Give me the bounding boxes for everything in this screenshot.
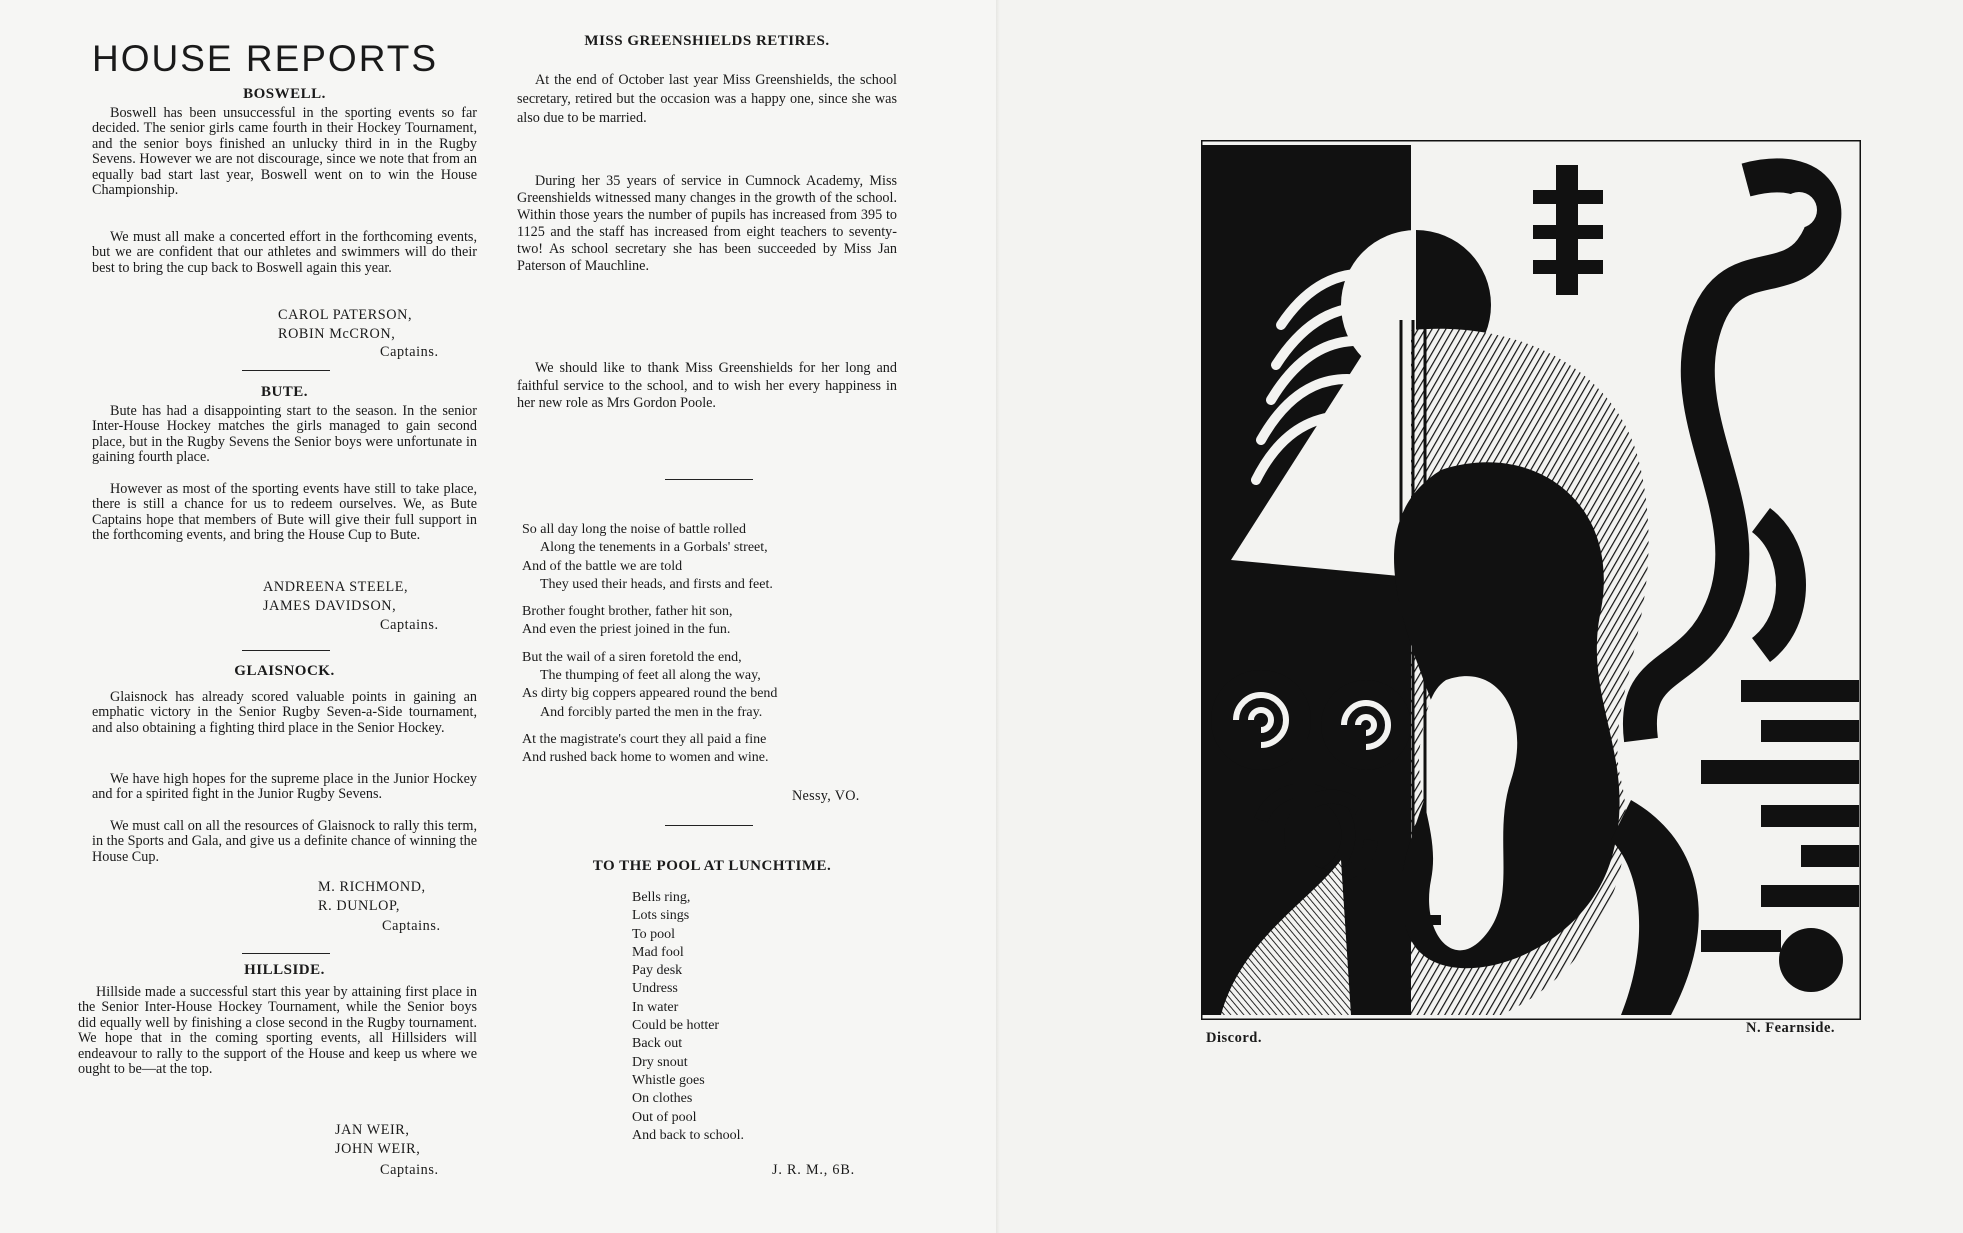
hillside-captains-label: Captains. xyxy=(380,1162,439,1178)
poem-line: And of the battle we are told xyxy=(522,558,683,574)
poem-line: At the magistrate's court they all paid a fine xyxy=(522,731,767,747)
poem-line: Along the tenements in a Gorbals' street, xyxy=(540,540,768,556)
greenshields-paragraph-2: During her 35 years of service in Cumnock Academy, Miss Greenshields witnessed many changes in the growth of the school. Within those years the number of pupils has increased from 395 to 1125 and the staff has increased from eight teachers to seventy-two! As school secretary she has been succeeded by Miss Jan Paterson of Mauchline. xyxy=(517,173,897,274)
poem-line: Undress xyxy=(632,981,678,997)
pool-poem-heading: TO THE POOL AT LUNCHTIME. xyxy=(592,858,832,874)
poem-line: So all day long the noise of battle rolled xyxy=(522,522,746,537)
divider xyxy=(242,650,330,651)
divider xyxy=(242,370,330,371)
pool-poem-author: J. R. M., 6B. xyxy=(772,1162,855,1178)
divider xyxy=(665,825,753,826)
glaisnock-captain-2: R. DUNLOP, xyxy=(318,898,401,914)
battle-poem xyxy=(522,521,777,768)
glaisnock-captains-label: Captains. xyxy=(382,918,441,934)
boswell-paragraph-2: We must all make a concerted effort in the forthcoming events, but we are confident that our athletes and swimmers will do their best to bring the cup back to Boswell again this year. xyxy=(92,229,477,276)
poem-line: But the wail of a siren foretold the end, xyxy=(522,649,742,665)
poem-line: They used their heads, and firsts and feet. xyxy=(540,576,773,592)
hillside-heading: HILLSIDE. xyxy=(244,962,325,978)
poem-line: And forcibly parted the men in the fray. xyxy=(540,704,763,720)
glaisnock-heading: GLAISNOCK. xyxy=(234,663,335,679)
hillside-paragraph: Hillside made a successful start this year by attaining first place in the Senior Inter-House Hockey Tournament, while the Senior boys did equally well by finishing a close second in the Rugby tournament. We hope that in the coming sporting events, all Hillsiders will endeavour to rally to the support of the House and keep us where we ought to be—at the top. xyxy=(78,984,477,1078)
battle-poem-author: Nessy, VO. xyxy=(792,788,860,804)
glaisnock-captain-1: M. RICHMOND, xyxy=(318,879,426,895)
bute-paragraph-2: However as most of the sporting events have still to take place, there is still a chance for us to redeem ourselves. We, as Bute Captains hope that members of Bute will give their full support in the forthcoming events, and bring the House Cup to Bute. xyxy=(92,481,477,544)
glaisnock-paragraph-2: We have high hopes for the supreme place in the Junior Hockey and for a spirited fight in the Junior Rugby Sevens. xyxy=(92,771,477,803)
poem-line: Lots sings xyxy=(632,908,690,924)
greenshields-heading: MISS GREENSHIELDS RETIRES. xyxy=(584,33,830,49)
pool-poem xyxy=(632,889,744,1145)
hillside-captain-2: JOHN WEIR, xyxy=(335,1141,421,1157)
boswell-heading: BOSWELL. xyxy=(243,86,326,102)
poem-line: The thumping of feet all along the way, xyxy=(540,668,761,684)
divider xyxy=(242,953,330,954)
greenshields-paragraph-3: We should like to thank Miss Greenshields for her long and faithful service to the school, and to wish her every happiness in her new role as Mrs Gordon Poole. xyxy=(517,360,897,411)
boswell-paragraph-1: Boswell has been unsuccessful in the sporting events so far decided. The senior girls came fourth in their Hockey Tournament, and the senior boys finished an unlucky third in in the Rugby Sevens. However we are not discourage, since we note that from an equally bad start last year, Boswell went on to win the House Championship. xyxy=(92,105,477,199)
poem-line: Whistle goes xyxy=(632,1072,705,1088)
poem-line: Out of pool xyxy=(632,1109,697,1125)
poem-line: Dry snout xyxy=(632,1054,688,1070)
poem-line: Back out xyxy=(632,1036,683,1052)
poem-line: Pay desk xyxy=(632,963,683,979)
poem-line: And even the priest joined in the fun. xyxy=(522,622,731,638)
hillside-captain-1: JAN WEIR, xyxy=(335,1122,410,1138)
poem-line: In water xyxy=(632,999,679,1015)
poem-line: On clothes xyxy=(632,1091,693,1107)
bute-captains-label: Captains. xyxy=(380,617,439,633)
poem-line: Brother fought brother, father hit son, xyxy=(522,604,733,620)
artist-credit: N. Fearnside. xyxy=(1746,1020,1836,1036)
poem-line: To pool xyxy=(632,926,675,942)
boswell-captain-2: ROBIN McCRON, xyxy=(278,326,396,342)
boswell-captain-1: CAROL PATERSON, xyxy=(278,307,413,323)
poem-line: Could be hotter xyxy=(632,1018,720,1034)
poem-line: As dirty big coppers appeared round the bend xyxy=(522,686,778,702)
greenshields-paragraph-1: At the end of October last year Miss Greenshields, the school secretary, retired but the occasion was a happy one, since she was also due to be married. xyxy=(517,72,897,126)
bute-heading: BUTE. xyxy=(260,384,309,400)
poem-line: And rushed back home to women and wine. xyxy=(522,750,769,766)
boswell-captains-label: Captains. xyxy=(380,344,439,360)
divider xyxy=(665,479,753,480)
poem-line: Mad fool xyxy=(632,944,684,960)
artwork-caption: Discord. xyxy=(1206,1030,1262,1046)
poem-line: And back to school. xyxy=(632,1127,744,1143)
glaisnock-paragraph-1: Glaisnock has already scored valuable points in gaining an emphatic victory in the Senior Rugby Seven-a-Side tournament, and also obtaining a fighting third place in the Senior Hockey. xyxy=(92,689,477,736)
bute-captain-2: JAMES DAVIDSON, xyxy=(263,598,397,614)
poem-line: Bells ring, xyxy=(632,890,691,905)
page-title: HOUSE REPORTS xyxy=(92,38,439,79)
discord-artwork xyxy=(1201,140,1861,1020)
bute-captain-1: ANDREENA STEELE, xyxy=(263,579,409,595)
bute-paragraph-1: Bute has had a disappointing start to the season. In the senior Inter-House Hockey matches the girls managed to gain second place, but in the Rugby Sevens the Senior boys were unfortunate in gaining fourth place. xyxy=(92,403,477,466)
glaisnock-paragraph-3: We must call on all the resources of Glaisnock to rally this term, in the Sports and Gala, and give us a definite chance of winning the House Cup. xyxy=(92,818,477,865)
